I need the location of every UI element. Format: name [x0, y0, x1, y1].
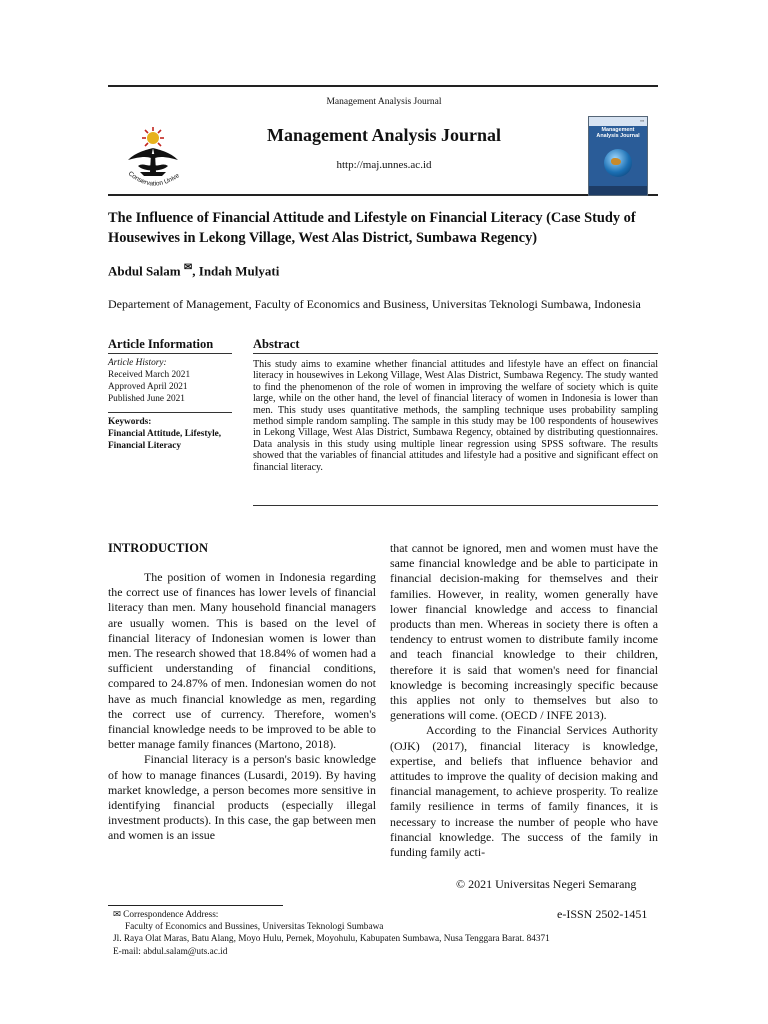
keywords-block: [108, 416, 234, 452]
authors: [108, 262, 279, 279]
keywords: Financial Attitude, Lifestyle, Financial Literacy: [108, 429, 222, 451]
correspondence-label: Correspondence Address:: [123, 910, 219, 920]
cover-top-band: [589, 117, 647, 126]
article-info-rule-top: [108, 353, 232, 354]
abstract-heading: Abstract: [253, 337, 300, 351]
correspondence-envelope-icon: ✉: [183, 262, 193, 273]
article-title: The Influence of Financial Attitude and Lifestyle on Financial Literacy (Case Study of Housewives in Lekong Village, West Alas District, Sumbawa Regency): [108, 210, 636, 246]
received-date: Received March 2021: [108, 370, 191, 380]
running-head: Management Analysis Journal: [326, 97, 442, 107]
published-date: Published June 2021: [108, 394, 185, 404]
abstract-rule-top: [253, 353, 658, 354]
header-bottom-rule: [108, 194, 658, 196]
paragraph-3: that cannot be ignored, men and women must have the same financial knowledge and be able to participate in financial decision-making for themselves and their families. However, in reality, women generally have lower financial knowledge and access to financial products than men. Whereas in society there is often a tendency to entrust women to distribute family income and teach financial knowledge to their children, therefore it is said that women's need for financial knowledge is becoming increasingly specific because this applies not only to themselves but also to generations will come. (OECD / INFE 2013).: [390, 541, 658, 723]
abstract-rule-bottom: [253, 505, 658, 506]
article-info-heading: Article Information: [108, 337, 214, 351]
cover-bottom-band: [589, 186, 647, 195]
cover-title: Management Analysis Journal: [596, 127, 640, 139]
correspondence-address: [113, 909, 550, 958]
article-info-rule-mid: [108, 412, 232, 413]
top-rule: [108, 85, 658, 87]
keywords-label: Keywords:: [108, 417, 152, 427]
introduction-heading: INTRODUCTION: [108, 541, 209, 555]
footnote-rule: [108, 905, 283, 906]
abstract-text: This study aims to examine whether financial attitudes and lifestyle have an effect on financial literacy in housewives in Lekong Village, West Alas District, Sumbawa Regency. The study wanted to find the phenomenon of the role of women in improving the welfare of society which is quite large, while on the other hand, the level of financial literacy of women in Indonesia is lower than men. This study uses quantitative methods, the sampling technique uses probability sampling method simple random sampling. The sample in this study may be 100 respondents of housewives in Lekong Village, West Alas District, Sumbawa Regency, obtained by distributing questionnaires. Data analysis in this study using multiple linear regression using SPSS software. The results showed that the variables of financial attitudes and lifestyle had a positive and significant effect on financial literacy.: [253, 359, 658, 473]
paragraph-1: The position of women in Indonesia regarding the correct use of finances has lower levels of financial literacy than men. Many household financial managers are usually women. This is based on the level of financial literacy of Indonesian women is lower than men. The research showed that 18.84% of women had a sufficient understanding of financial conditions, compared to 24.87% of men. Indonesian women do not have as much financial knowledge as men, regarding the correct use of currency. Therefore, women's financial knowledge needs to be improved to be able to better manage family finances (Martono, 2018).: [108, 570, 376, 752]
author-2: , Indah Mulyati: [192, 263, 280, 279]
e-issn: e-ISSN 2502-1451: [557, 907, 648, 921]
journal-url[interactable]: http://maj.unnes.ac.id: [336, 159, 432, 171]
history-label: Article History:: [108, 358, 167, 368]
copyright: © 2021 Universitas Negeri Semarang: [456, 877, 637, 891]
correspondence-envelope-icon-footer: ✉: [113, 910, 121, 920]
body-column-left: [108, 570, 376, 844]
address-line-1: Faculty of Economics and Bussines, Universitas Teknologi Sumbawa: [125, 922, 384, 933]
logo-text: Conservation Unive: [126, 170, 181, 188]
body-column-right: [390, 541, 658, 860]
journal-title: Management Analysis Journal: [266, 125, 502, 145]
address-line-2: Jl. Raya Olat Maras, Batu Alang, Moyo Hulu, Pernek, Moyohulu, Kabupaten Sumbawa, Nusa Tenggara Barat. 84371: [113, 934, 550, 945]
approved-date: Approved April 2021: [108, 382, 188, 392]
journal-cover: [588, 116, 648, 196]
paragraph-4: According to the Financial Services Authority (OJK) (2017), financial literacy is knowledge, expertise, and beliefs that influence behavior and attitudes to improve the quality of decision making and financial management, to achieve prosperity. To realize family resilience in terms of family finances, it is necessary to increase the number of people who have financial knowledge. The success of the family in funding family acti-: [390, 723, 658, 860]
article-history: [108, 357, 190, 405]
affiliation: Departement of Management, Faculty of Economics and Business, Universitas Teknologi Sumbawa, Indonesia: [108, 297, 641, 311]
globe-icon: [604, 149, 632, 177]
correspondence-email[interactable]: E-mail: abdul.salam@uts.ac.id: [113, 946, 228, 957]
paragraph-2: Financial literacy is a person's basic knowledge of how to manage finances (Lusardi, 2019). By having market knowledge, a person becomes more sensitive in identifying financial products (especially illegal investment products). In this case, the gap between men and women is an issue: [108, 752, 376, 843]
author-1: Abdul Salam: [108, 263, 184, 279]
cover-badge-icon: ▪▪▪: [640, 119, 644, 123]
